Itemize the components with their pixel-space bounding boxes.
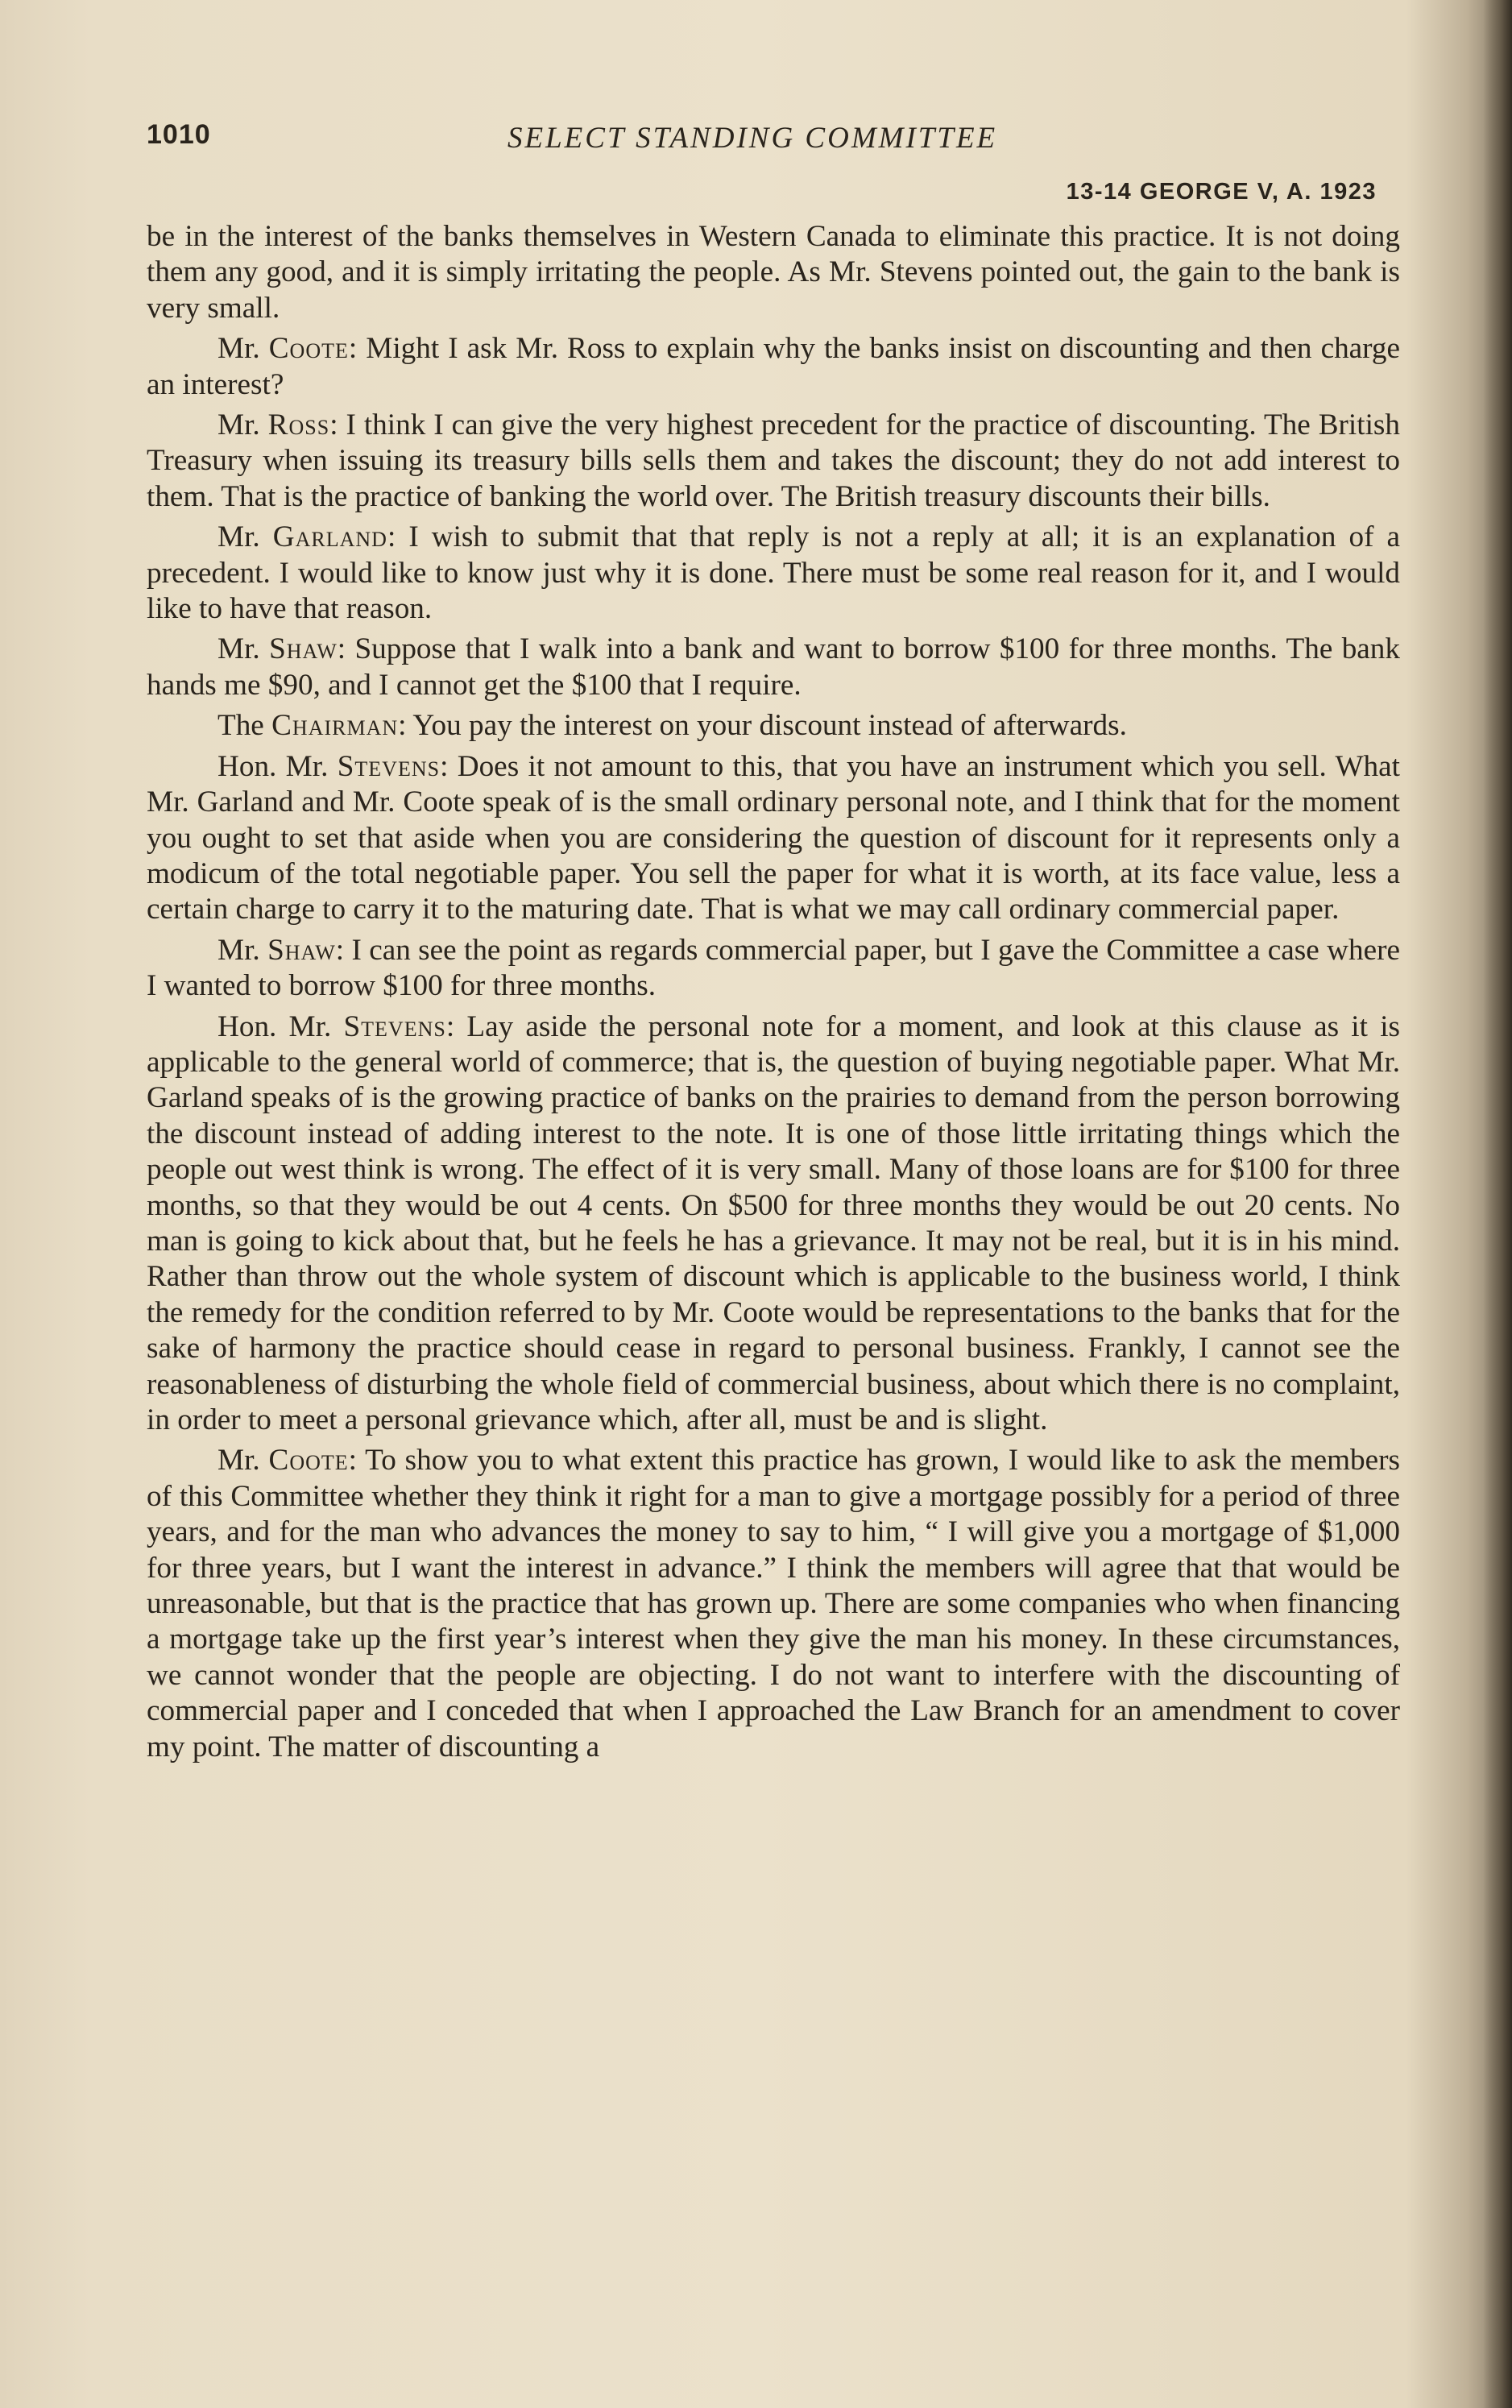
speaker-prefix: The xyxy=(217,709,272,743)
book-spine-shadow xyxy=(1483,0,1512,2408)
paragraph xyxy=(147,408,1400,515)
paragraph xyxy=(147,520,1400,627)
speaker-prefix: Mr. xyxy=(217,933,268,967)
page-header xyxy=(147,119,1411,168)
speaker-name: Shaw xyxy=(267,933,336,967)
speaker-name: Stevens xyxy=(343,1009,446,1043)
paragraph xyxy=(147,1443,1400,1765)
speaker-name: Shaw xyxy=(269,632,338,666)
speaker-name: Stevens xyxy=(337,749,441,783)
paragraph-text: : Does it not amount to this, that you have an instrument which you sell. What Mr. Garland and Mr. Coote speak of is the small ordinary personal note, and I think that for the moment you ought to set that aside when you are considering the question of discount for it represents only a modicum of the total negotiable paper. You sell the paper for what it is worth, at its face value, less a certain charge to carry it to the maturing date. That is what we may call ordinary commercial paper. xyxy=(147,749,1400,926)
page-number: 1010 xyxy=(147,119,211,150)
speaker-name: Coote xyxy=(268,332,349,366)
speaker-name: Chairman xyxy=(271,709,399,743)
body-text xyxy=(147,219,1400,1770)
paragraph-text: : I think I can give the very highest precedent for the practice of discounting. The British Treasury when issuing its treasury bills sells them and takes the discount; they do not add interest to them. That is the practice of banking the world over. The British treasury discounts their bills. xyxy=(147,408,1400,513)
speaker-prefix: Mr. xyxy=(217,332,269,366)
paragraph-text: : You pay the interest on your discount instead of afterwards. xyxy=(398,709,1127,743)
paragraph xyxy=(147,1009,1400,1439)
speaker-prefix: Mr. xyxy=(217,408,268,442)
speaker-prefix: Hon. Mr. xyxy=(217,1009,344,1043)
speaker-prefix: Hon. Mr. xyxy=(217,749,338,783)
paragraph-text: : Suppose that I walk into a bank and want to borrow $100 for three months. The bank hands me $90, and I cannot get the $100 that I require. xyxy=(147,632,1400,702)
speaker-prefix: Mr. xyxy=(217,632,270,666)
speaker-prefix: Mr. xyxy=(217,520,273,554)
session-line: 13-14 GEORGE V, A. 1923 xyxy=(1066,179,1377,205)
paragraph-text: : Lay aside the personal note for a moment, and look at this clause as it is applicable to the general world of commerce; that is, the question of buying negotiable paper. What Mr. Garland speaks of is the growing practice of banks on the prairies to demand from the person borrowing the discount instead of adding interest to the note. It is one of those little irritating things which the people out west think is wrong. The effect of it is very small. Many of those loans are for $100 for three months, so that they would be out 4 cents. On $500 for three months they would be out 20 cents. No man is going to kick about that, but he feels he has a grievance. It may not be real, but it is in his mind. Rather than throw out the whole system of discount which is applicable to the business world, I think the remedy for the condition referred to by Mr. Coote would be representations to the banks that for the sake of harmony the practice should cease in regard to personal business. Frankly, I cannot see the reasonableness of disturbing the whole field of commercial business, about which there is no complaint, in order to meet a personal grievance which, after all, must be and is slight. xyxy=(147,1009,1400,1436)
speaker-name: Garland xyxy=(272,520,387,554)
paragraph-text: : Might I ask Mr. Ross to explain why the banks insist on discounting and then charge an interest? xyxy=(147,332,1400,401)
running-title: SELECT STANDING COMMITTEE xyxy=(507,122,998,155)
paragraph-text: be in the interest of the banks themselves in Western Canada to eliminate this practice. It is not doing them any good, and it is simply irritating the people. As Mr. Stevens pointed out, the gain to the bank is very small. xyxy=(147,220,1400,325)
speaker-name: Coote xyxy=(268,1444,349,1478)
paragraph xyxy=(147,708,1400,744)
paragraph xyxy=(147,632,1400,703)
speaker-name: Ross xyxy=(267,408,330,442)
paragraph xyxy=(147,749,1400,928)
paragraph-text: : I can see the point as regards commercial paper, but I gave the Committee a case where I wanted to borrow $100 for three months. xyxy=(147,933,1400,1003)
paragraph xyxy=(147,331,1400,403)
paragraph xyxy=(147,219,1400,326)
paragraph-text: : I wish to submit that that reply is not a reply at all; it is an explanation of a precedent. I would like to know just why it is done. There must be some real reason for it, and I would like to have that reason. xyxy=(147,520,1400,626)
speaker-prefix: Mr. xyxy=(217,1444,269,1478)
paragraph-text: : To show you to what extent this practice has grown, I would like to ask the members of this Committee whether they think it right for a man to give a mortgage possibly for a period of three years, and for the man who advances the money to say to him, “ I will give you a mortgage of $1,000 for three years, but I want the interest in advance.” I think the members will agree that that would be unreasonable, but that is the practice that has grown up. There are some companies who when financing a mortgage take up the first year’s interest when they give the man his money. In these circumstances, we cannot wonder that the people are objecting. I do not want to interfere with the discounting of commercial paper and I conceded that when I approached the Law Branch for an amendment to cover my point. The matter of discounting a xyxy=(147,1444,1400,1764)
paragraph xyxy=(147,933,1400,1005)
